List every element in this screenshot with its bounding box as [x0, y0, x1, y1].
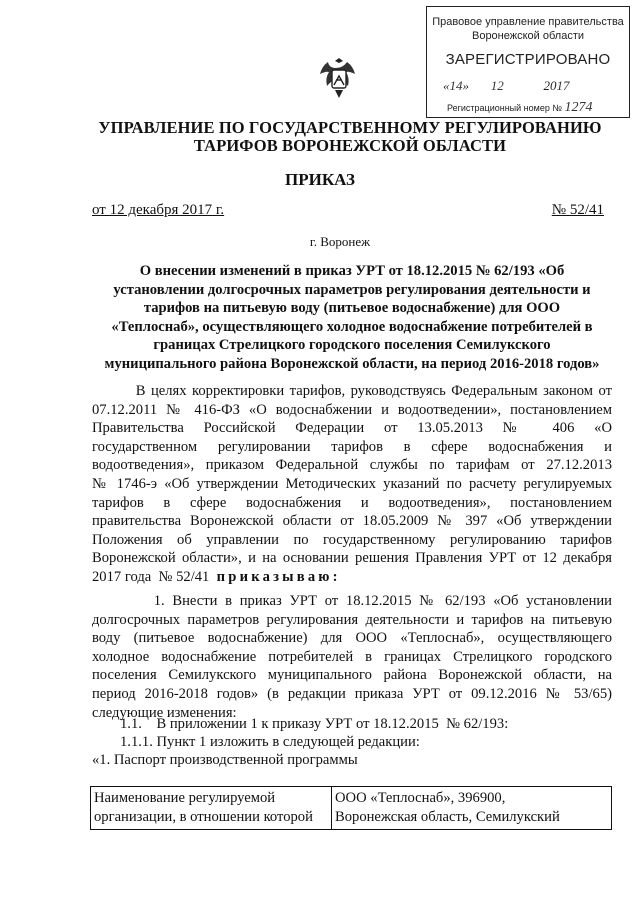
- stamp-line-2: Воронежской области: [471, 30, 584, 42]
- text-line: период 2016-2018 годов» (в редакции приказа УРТ от 09.12.2016 № 53/65): [92, 685, 612, 702]
- coat-of-arms-icon: [318, 52, 360, 102]
- text-line: государственном регулировании тарифов в сфере водоснабжения и: [92, 438, 612, 455]
- registration-stamp: [426, 6, 630, 118]
- stamp-month: 12: [490, 78, 504, 93]
- order-date: от 12 декабря 2017 г.: [92, 202, 225, 218]
- cell-line: организации, в отношении которой: [94, 809, 313, 825]
- text-line: холодное водоснабжение потребителей в границах Стрелицкого городского: [92, 648, 612, 665]
- passport-table: [90, 786, 612, 830]
- stamp-reg-label: Регистрационный номер №: [447, 103, 563, 113]
- stamp-line-1: Правовое управление правительства: [432, 16, 624, 28]
- subject-line: установлении долгосрочных параметров регулирования деятельности и: [113, 281, 591, 298]
- text-line: Воронежской области», и на основании решения Правления УРТ от 12 декабря: [92, 550, 612, 567]
- subject-line: границах Стрелицкого городского поселения Семилукского: [153, 337, 551, 354]
- stamp-reg-value: 1274: [564, 100, 593, 115]
- text-line: Правительства Российской Федерации от 13.05.2013 № 406 «О: [92, 420, 612, 437]
- order-word: приказываю:: [216, 568, 341, 585]
- cell-line: Воронежская область, Семилукский: [335, 809, 560, 825]
- subject-line: О внесении изменений в приказ УРТ от 18.12.2015 № 62/193 «Об: [139, 263, 565, 279]
- text-line: № 1746-э «Об утверждении Методических указаний по расчету регулируемых: [92, 475, 612, 492]
- header-line-2: ТАРИФОВ ВОРОНЕЖСКОЙ ОБЛАСТИ: [193, 136, 507, 155]
- subitem-1-1-1: 1.1.1. Пункт 1 изложить в следующей редакции:: [120, 734, 420, 750]
- preamble-paragraph: [92, 382, 612, 587]
- text-line: следующие изменения:: [92, 704, 237, 721]
- text-line: правительства Воронежской области от 18.05.2009 № 397 «Об утверждении: [92, 513, 612, 530]
- order-subject: [92, 262, 612, 374]
- table-row: [91, 787, 612, 830]
- table-cell-label: [91, 787, 332, 830]
- text-line: водоотведения», приказом Федеральной службы по тарифам от 27.12.2013: [92, 457, 612, 474]
- subject-line: «Теплоснаб», осуществляющего холодное водоснабжение потребителей в: [111, 318, 593, 335]
- text-line: Положения об управлении по государственному регулированию тарифов: [92, 531, 612, 548]
- item-1-paragraph: [92, 592, 612, 722]
- text-line: [92, 568, 612, 587]
- text-line: долгосрочных параметров регулирования деятельности и тарифов на питьевую: [92, 611, 612, 628]
- stamp-year-prefix: 20: [543, 78, 557, 93]
- table-cell-value: [332, 787, 612, 830]
- stamp-date: «14» 12 2017: [443, 78, 570, 93]
- text-line: 07.12.2011 № 416-ФЗ «О водоснабжении и водоотведении», постановлением: [92, 401, 612, 418]
- text-line: воду (питьевое водоснабжение) для ООО «Теплоснаб», осуществляющего: [92, 630, 612, 647]
- cell-line: ООО «Теплоснаб», 396900,: [335, 790, 506, 806]
- stamp-reg-number: [447, 101, 623, 115]
- city: г. Воронеж: [309, 234, 371, 249]
- subject-line: тарифов на питьевую воду (питьевое водоснабжение) для ООО: [143, 300, 561, 317]
- subject-line: муниципального района Воронежской области, на период 2016-2018 годов»: [104, 355, 600, 372]
- text-line: В целях корректировки тарифов, руководствуясь Федеральным законом от: [92, 383, 612, 399]
- text-line: тарифов в сфере водоснабжения и водоотведения», постановлением: [92, 494, 612, 511]
- stamp-year-suffix: 17: [556, 78, 570, 93]
- subitem-1-1: 1.1. В приложении 1 к приказу УРТ от 18.12.2015 № 62/193:: [120, 716, 509, 732]
- order-title: ПРИКАЗ: [285, 170, 355, 189]
- text-fragment: 2017 года № 52/41: [92, 568, 217, 585]
- order-number: № 52/41: [551, 202, 604, 218]
- header-line-1: УПРАВЛЕНИЕ ПО ГОСУДАРСТВЕННОМУ РЕГУЛИРОВАНИЮ: [98, 118, 602, 137]
- text-line: поселения Семилукского муниципального района Воронежской области, на: [92, 667, 612, 684]
- stamp-registered: ЗАРЕГИСТРИРОВАНО: [445, 51, 611, 68]
- stamp-day: 14: [449, 78, 463, 93]
- passport-heading: «1. Паспорт производственной программы: [92, 752, 358, 768]
- text-line: 1. Внести в приказ УРТ от 18.12.2015 № 62/193 «Об установлении: [92, 593, 612, 609]
- cell-line: Наименование регулируемой: [94, 790, 276, 806]
